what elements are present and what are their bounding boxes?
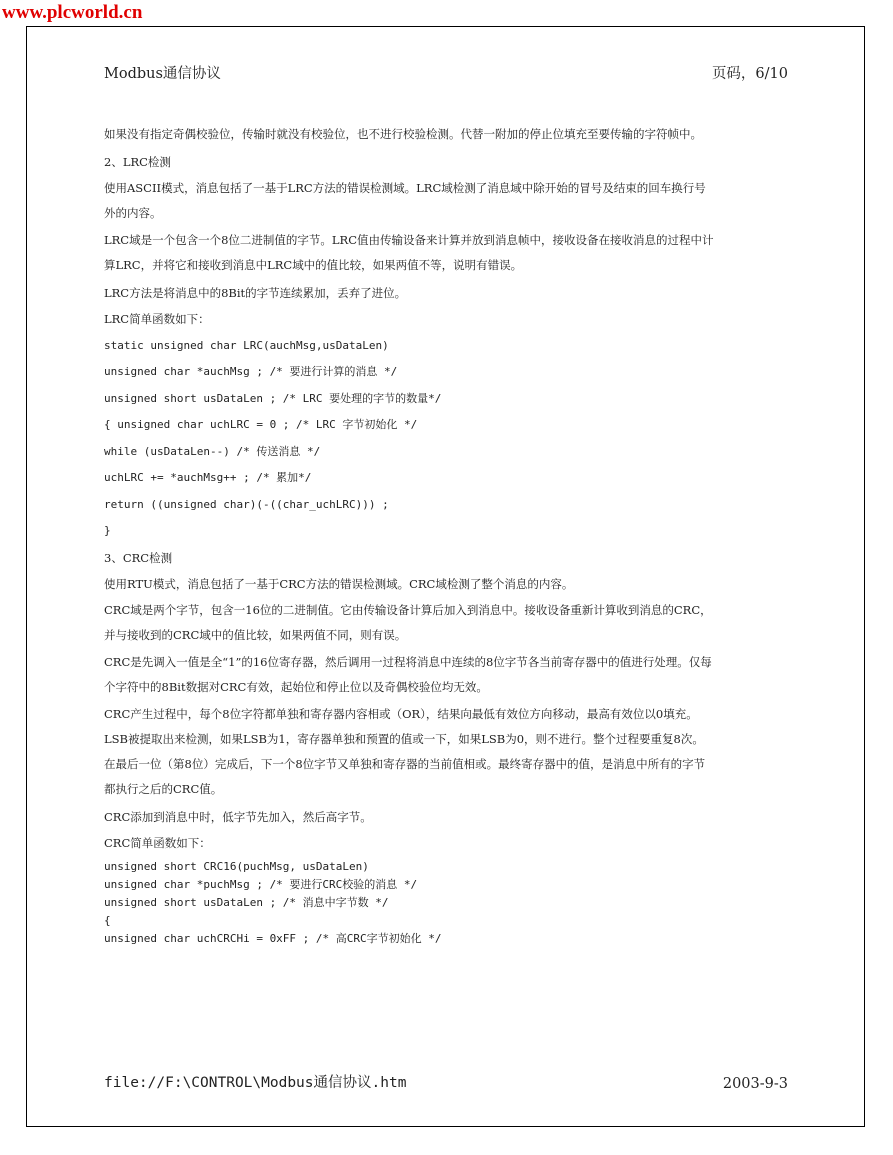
code-line: uchLRC += *auchMsg++ ; /* 累加*/ bbox=[104, 471, 312, 484]
paragraph: LRC域是一个包含一个8位二进制值的字节。LRC值由传输设备来计算并放到消息帧中，接收设备在接收消息的过程中计算LRC，并将它和接收到消息中LRC域中的值比较，如果两值不等，说明有错误。 bbox=[104, 232, 714, 272]
code-block bbox=[104, 858, 714, 948]
code-line: static unsigned char LRC(auchMsg,usDataLen) bbox=[104, 338, 389, 352]
paragraph: LRC简单函数如下： bbox=[104, 312, 210, 326]
code-line: unsigned char *auchMsg ; /* 要进行计算的消息 */ bbox=[104, 365, 398, 378]
code-line: { bbox=[104, 913, 111, 927]
paragraph: CRC简单函数如下： bbox=[104, 836, 211, 850]
section-heading: 3、CRC检测 bbox=[104, 550, 173, 565]
section-heading: 2、LRC检测 bbox=[104, 155, 171, 169]
code-line: while (usDataLen--) /* 传送消息 */ bbox=[104, 444, 321, 458]
code-line: unsigned char *puchMsg ; /* 要进行CRC校验的消息 */ bbox=[104, 877, 418, 891]
code-line: } bbox=[104, 524, 111, 537]
paragraph: 使用ASCII模式，消息包括了一基于LRC方法的错误检测域。LRC域检测了消息域中除开始的冒号及结束的回车换行号外的内容。 bbox=[104, 180, 706, 220]
code-line: unsigned short usDataLen ; /* LRC 要处理的字节的数量*/ bbox=[104, 391, 442, 405]
code-line: { unsigned char uchLRC = 0 ; /* LRC 字节初始化 */ bbox=[104, 418, 418, 431]
paragraph: CRC产生过程中，每个8位字符都单独和寄存器内容相或（OR），结果向最低有效位方向移动，最高有效位以0填充。LSB被提取出来检测，如果LSB为1，寄存器单独和预置的值或一下，如果LSB为0，则不进行。整个过程要重复8次。在最后一位（第8位）完成后，下一个8位字节又单独和寄存器的当前值相或。最终寄存器中的值，是消息中所有的字节都执行之后的CRC值。 bbox=[104, 706, 706, 796]
document-body bbox=[104, 122, 714, 948]
paragraph: LRC方法是将消息中的8Bit的字节连续累加，丢弃了进位。 bbox=[104, 285, 407, 300]
watermark: www.plcworld.cn bbox=[2, 2, 143, 23]
file-path: file://F:\CONTROL\Modbus通信协议.htm bbox=[104, 1075, 407, 1091]
paragraph: CRC添加到消息中时，低字节先加入，然后高字节。 bbox=[104, 809, 372, 824]
page-number: 页码，6/10 bbox=[711, 66, 788, 82]
code-line: unsigned char uchCRCHi = 0xFF ; /* 高CRC字节初始化 */ bbox=[104, 931, 442, 945]
print-date: 2003-9-3 bbox=[722, 1076, 788, 1092]
page-frame bbox=[26, 26, 865, 1127]
code-line: return ((unsigned char)(-((char_uchLRC))) ; bbox=[104, 497, 389, 511]
paragraph: 使用RTU模式，消息包括了一基于CRC方法的错误检测域。CRC域检测了整个消息的内容。 bbox=[104, 577, 574, 591]
header-title: Modbus通信协议 bbox=[104, 66, 221, 82]
code-line: unsigned short usDataLen ; /* 消息中字节数 */ bbox=[104, 895, 389, 909]
paragraph: 如果没有指定奇偶校验位，传输时就没有校验位，也不进行校验检测。代替一附加的停止位填充至要传输的字符帧中。 bbox=[104, 127, 702, 141]
code-line: unsigned short CRC16(puchMsg, usDataLen) bbox=[104, 859, 369, 873]
paragraph: CRC域是两个字节，包含一16位的二进制值。它由传输设备计算后加入到消息中。接收设备重新计算收到消息的CRC，并与接收到的CRC域中的值比较，如果两值不同，则有误。 bbox=[104, 602, 712, 642]
paragraph: CRC是先调入一值是全“1”的16位寄存器，然后调用一过程将消息中连续的8位字节各当前寄存器中的值进行处理。仅每个字符中的8Bit数据对CRC有效，起始位和停止位以及奇偶校验位均无效。 bbox=[104, 654, 712, 694]
